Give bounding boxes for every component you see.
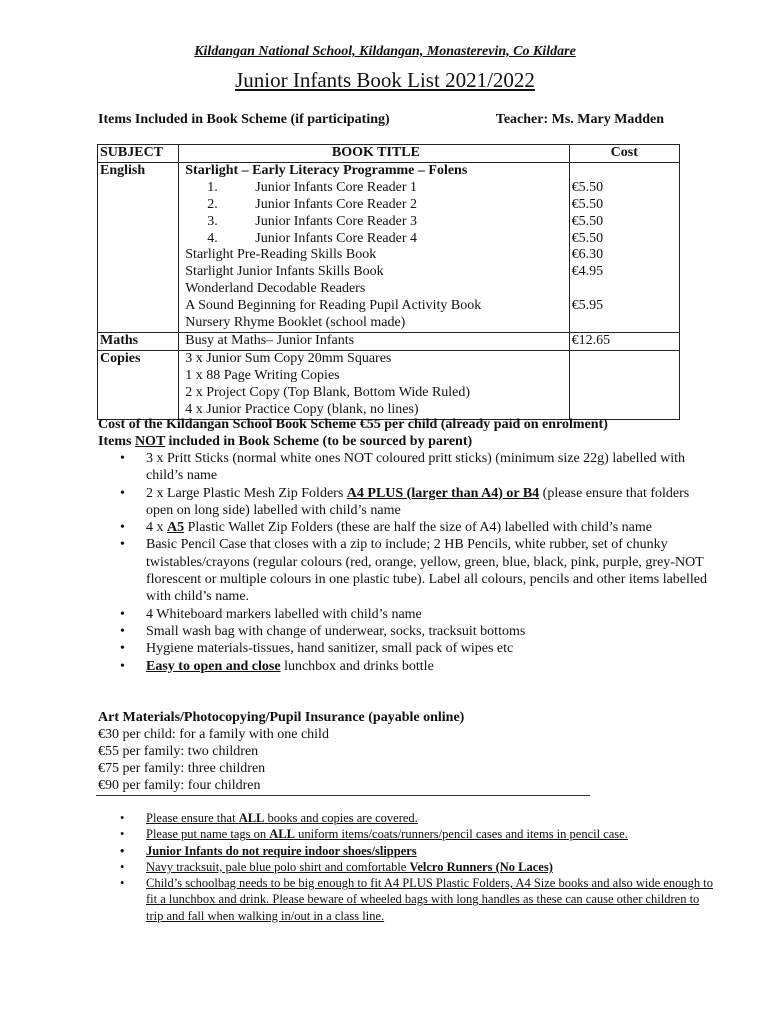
parent-items-list: [98, 450, 716, 675]
list-item: 1 x 88 Page Writing Copies: [185, 367, 340, 383]
list-item: 2. Junior Infants Core Reader 2: [207, 196, 417, 212]
list-item: €90 per family: four children: [98, 777, 261, 793]
cost-value: €5.50: [571, 213, 604, 229]
header-cost: Cost: [569, 145, 679, 163]
maths-title: Busy at Maths– Junior Infants: [179, 332, 569, 350]
list-item: • Please ensure that ALL books and copies are covered.: [146, 810, 716, 826]
list-item: Starlight Pre-Reading Skills Book: [185, 247, 377, 263]
list-item: €55 per family: two children: [98, 743, 259, 759]
list-item: 4 x Junior Practice Copy (blank, no lines): [185, 401, 419, 417]
cost-value: €5.95: [571, 298, 604, 314]
list-item: • Please put name tags on ALL uniform items/coats/runners/pencil cases and items in pencil case.: [146, 826, 716, 842]
scheme-cost-line: Cost of the Kildangan School Book Scheme €55 per child (already paid on enrolment): [98, 417, 608, 432]
teacher-name: Teacher: Ms. Mary Madden: [495, 112, 664, 127]
list-item: • Hygiene materials-tissues, hand sanitizer, small pack of wipes etc: [146, 640, 716, 657]
list-item: Wonderland Decodable Readers: [185, 281, 366, 297]
english-costs: [569, 162, 679, 332]
list-item: Starlight Junior Infants Skills Book: [185, 264, 384, 280]
art-materials-section: [98, 710, 678, 795]
subject-english: English: [98, 162, 179, 332]
art-heading: Art Materials/Photocopying/Pupil Insurance (payable online): [98, 710, 465, 725]
page-title: Junior Infants Book List 2021/2022: [235, 68, 535, 92]
list-item: • 4 Whiteboard markers labelled with child’s name: [146, 606, 716, 623]
table-header-row: [98, 145, 680, 163]
not-included-heading: Items NOT included in Book Scheme (to be sourced by parent): [98, 434, 473, 449]
header-subject: SUBJECT: [98, 145, 179, 163]
scheme-summary: [98, 416, 678, 450]
cost-value: €5.50: [571, 179, 604, 195]
list-item: 3 x Junior Sum Copy 20mm Squares: [185, 350, 392, 366]
list-item: • Small wash bag with change of underwear, socks, tracksuit bottoms: [146, 623, 716, 640]
school-name: Kildangan National School, Kildangan, Monasterevin, Co Kildare: [194, 44, 576, 59]
list-item: • Easy to open and close lunchbox and drinks bottle: [146, 658, 716, 675]
subject-maths: Maths: [98, 332, 179, 350]
cost-value: €4.95: [571, 264, 604, 280]
list-item: A Sound Beginning for Reading Pupil Activity Book: [185, 298, 482, 314]
list-item: • 4 x A5 Plastic Wallet Zip Folders (these are half the size of A4) labelled with child’s name: [146, 519, 716, 536]
notes-list: [98, 810, 716, 924]
copies-cost: [569, 350, 679, 419]
cost-value: €6.30: [571, 247, 604, 263]
list-item: 1. Junior Infants Core Reader 1: [207, 179, 417, 195]
divider: [96, 795, 590, 796]
list-item: • Child’s schoolbag needs to be big enough to fit A4 PLUS Plastic Folders, A4 Size books and also wide enough to fit a lunchbox and drink. Please beware of wheeled bags with long handles as these can cause other children to trip and fall when walking in/out in a class line.: [146, 875, 716, 924]
cost-value: €5.50: [571, 230, 604, 246]
list-item: €75 per family: three children: [98, 760, 266, 776]
list-item: • Junior Infants do not require indoor shoes/slippers: [146, 843, 716, 859]
list-item: • 2 x Large Plastic Mesh Zip Folders A4 PLUS (larger than A4) or B4 (please ensure that folders open on long side) labelled with child’s name: [146, 485, 716, 520]
list-item: 3. Junior Infants Core Reader 3: [207, 213, 417, 229]
list-item: Nursery Rhyme Booklet (school made): [185, 315, 406, 331]
list-item: 4. Junior Infants Core Reader 4: [207, 230, 417, 246]
list-item: €30 per child: for a family with one child: [98, 726, 329, 742]
cost-value: €5.50: [571, 196, 604, 212]
list-item: • 3 x Pritt Sticks (normal white ones NOT coloured pritt sticks) (minimum size 22g) labelled with child’s name: [146, 450, 716, 485]
list-item: 2 x Project Copy (Top Blank, Bottom Wide Ruled): [185, 384, 471, 400]
scheme-label: Items Included in Book Scheme (if participating): [98, 112, 390, 127]
table-row-english: [98, 162, 680, 332]
table-row-maths: [98, 332, 680, 350]
list-item: • Basic Pencil Case that closes with a zip to include; 2 HB Pencils, white rubber, set of chunky twistables/crayons (regular colours (red, orange, yellow, green, blue, black, pink, purple, grey-NOT florescent or multiple colours in one plastic tube). Label all colours, pencils and other items labelled with child’s name.: [146, 536, 716, 605]
subject-copies: Copies: [98, 350, 179, 419]
copies-list: [179, 350, 569, 419]
scheme-subheading: [98, 112, 664, 128]
header-book-title: BOOK TITLE: [179, 145, 569, 163]
english-titles: [179, 162, 569, 332]
maths-cost: €12.65: [569, 332, 679, 350]
english-programme-heading: Starlight – Early Literacy Programme – Folens: [185, 162, 468, 178]
book-list-table: [97, 144, 680, 420]
list-item: • Navy tracksuit, pale blue polo shirt and comfortable Velcro Runners (No Laces): [146, 859, 716, 875]
table-row-copies: [98, 350, 680, 419]
